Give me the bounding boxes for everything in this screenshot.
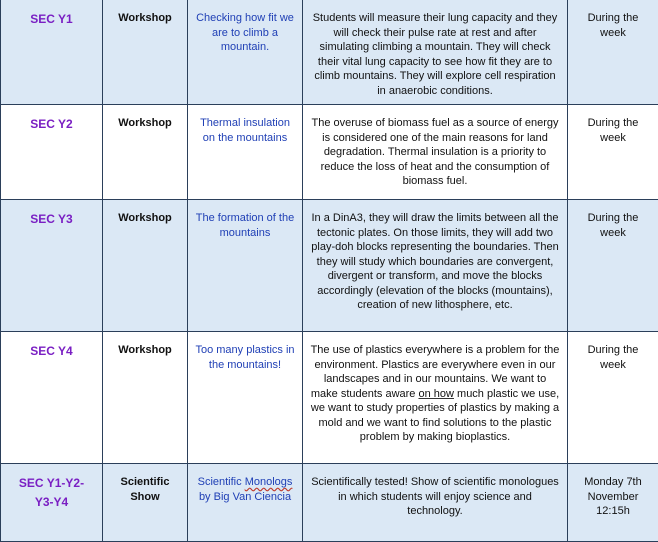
underlined-phrase: on how — [418, 388, 453, 400]
description-cell: In a DinA3, they will draw the limits between all the tectonic plates. On those limits, they will add two play-doh blocks representing the boundaries. Then they will study which boundaries are convergent, divergent or transform, and move the blocks accordingly (elevation of the blocks (mountains), creation of new lithosphere, etc. — [303, 200, 568, 332]
description-text: much plastic we use, we want to study properties of plastics by making a mold and we want to find solutions to the plastic problem by making bioplastics. — [311, 388, 559, 444]
table-row — [1, 200, 658, 332]
activity-title-cell: Checking how fit we are to climb a mountain. — [188, 0, 303, 105]
description-cell: Students will measure their lung capacity and they will check their pulse rate at rest and after simulating climbing a mountain. They will check their vital lung capacity to see how fit they are to climb mountains. They will explore cell respiration in anaerobic conditions. — [303, 0, 568, 105]
level-cell: SEC Y1 — [1, 0, 103, 105]
description-text: The use of plastics everywhere is a problem for the environment. Plastics are everywhere even in our landscapes and in our mountains. We want to make students aware — [311, 344, 560, 400]
level-cell: SEC Y2 — [1, 105, 103, 200]
activity-type-cell: Workshop — [103, 332, 188, 464]
schedule-cell: Monday 7th November 12:15h — [568, 464, 658, 542]
spellcheck-flagged-word: Monologs — [245, 476, 293, 488]
schedule-cell: During the week — [568, 0, 658, 105]
table-row — [1, 0, 658, 105]
description-cell: Scientifically tested! Show of scientific monologues in which students will enjoy science and technology. — [303, 464, 568, 542]
schedule-cell: During the week — [568, 105, 658, 200]
activity-type-cell: Workshop — [103, 200, 188, 332]
schedule-cell: During the week — [568, 200, 658, 332]
activity-type-cell: Workshop — [103, 105, 188, 200]
description-cell — [303, 332, 568, 464]
activity-title-cell: Too many plastics in the mountains! — [188, 332, 303, 464]
activity-type-cell: Workshop — [103, 0, 188, 105]
table-row — [1, 332, 658, 464]
title-text: Scientific — [198, 476, 245, 488]
level-cell: SEC Y4 — [1, 332, 103, 464]
level-cell: SEC Y1-Y2-Y3-Y4 — [1, 464, 103, 542]
table-row — [1, 105, 658, 200]
activity-title-cell — [188, 464, 303, 542]
title-text: by Big Van Ciencia — [199, 491, 291, 503]
activity-title-cell: Thermal insulation on the mountains — [188, 105, 303, 200]
level-cell: SEC Y3 — [1, 200, 103, 332]
activity-type-cell: Scientific Show — [103, 464, 188, 542]
description-cell: The overuse of biomass fuel as a source of energy is considered one of the main reasons for land degradation. Thermal insulation is a priority to reduce the loss of heat and the consumption of biomass fuel. — [303, 105, 568, 200]
table-row — [1, 464, 658, 542]
schedule-cell: During the week — [568, 332, 658, 464]
activity-title-cell: The formation of the mountains — [188, 200, 303, 332]
